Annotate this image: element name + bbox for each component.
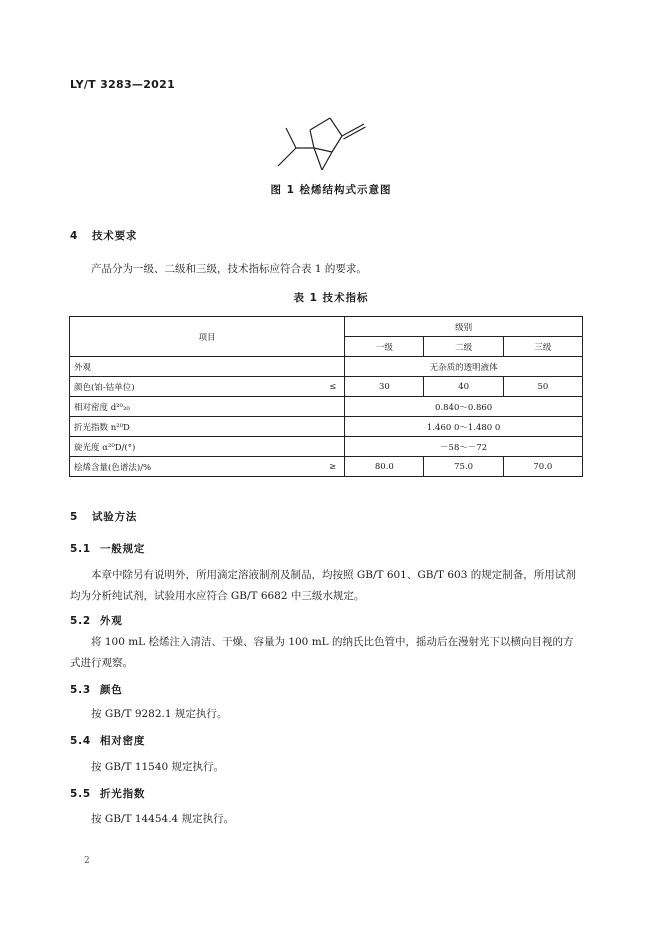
table-caption: 表 1 技术指标 xyxy=(293,292,369,304)
table-row: 外观 无杂质的透明液体 xyxy=(70,357,583,377)
section-5-5-heading: 5.5 折光指数 xyxy=(70,788,146,800)
figure-caption: 图 1 桧烯结构式示意图 xyxy=(270,184,392,196)
page-number: 2 xyxy=(84,856,90,866)
section-5-5-text: 按 GB/T 14454.4 规定执行。 xyxy=(91,813,235,825)
technical-indicators-table xyxy=(69,316,583,477)
header-grade: 级别 xyxy=(345,317,583,337)
section-5-heading: 5 试验方法 xyxy=(70,511,138,523)
grade-2: 二级 xyxy=(424,337,503,357)
table-row: 相对密度 d²⁰₂₀ 0.840～0.860 xyxy=(70,397,583,417)
section-4-text: 产品分为一级、二级和三级，技术指标应符合表 1 的要求。 xyxy=(91,263,367,275)
section-5-2-text: 将 100 mL 桧烯注入清洁、干燥、容量为 100 mL 的纳氏比色管中，摇动后在漫射光下以横向目视的方式进行观察。 xyxy=(70,636,574,669)
grade-1: 一级 xyxy=(345,337,424,357)
section-5-4-heading: 5.4 相对密度 xyxy=(70,735,146,747)
section-5-3-heading: 5.3 颜色 xyxy=(70,684,123,696)
section-5-3-text: 按 GB/T 9282.1 规定执行。 xyxy=(91,708,228,720)
table-row: 桧烯含量(色谱法)/% ≥ 80.0 75.0 70.0 xyxy=(70,457,583,477)
grade-3: 三级 xyxy=(503,337,582,357)
standard-number: LY/T 3283—2021 xyxy=(70,78,176,91)
section-4-heading: 4 技术要求 xyxy=(70,230,138,242)
section-5-4-text: 按 GB/T 11540 规定执行。 xyxy=(91,761,225,773)
table-row: 折光指数 n²⁰D 1.460 0～1.480 0 xyxy=(70,417,583,437)
table-row: 颜色(铂-钴单位) ≤ 30 40 50 xyxy=(70,377,583,397)
header-item: 项目 xyxy=(70,317,345,357)
sabinene-structure-diagram xyxy=(268,108,398,178)
section-5-1-text: 本章中除另有说明外，所用滴定溶液制剂及制品，均按照 GB/T 601、GB/T 603 的规定制备，所用试剂均为分析纯试剂，试验用水应符合 GB/T 6682 中三级水规定。 xyxy=(70,569,576,602)
section-5-2-heading: 5.2 外观 xyxy=(70,615,123,627)
section-5-1-heading: 5.1 一般规定 xyxy=(70,543,146,555)
table-row: 旋光度 α²⁰D/(°) －58～－72 xyxy=(70,437,583,457)
